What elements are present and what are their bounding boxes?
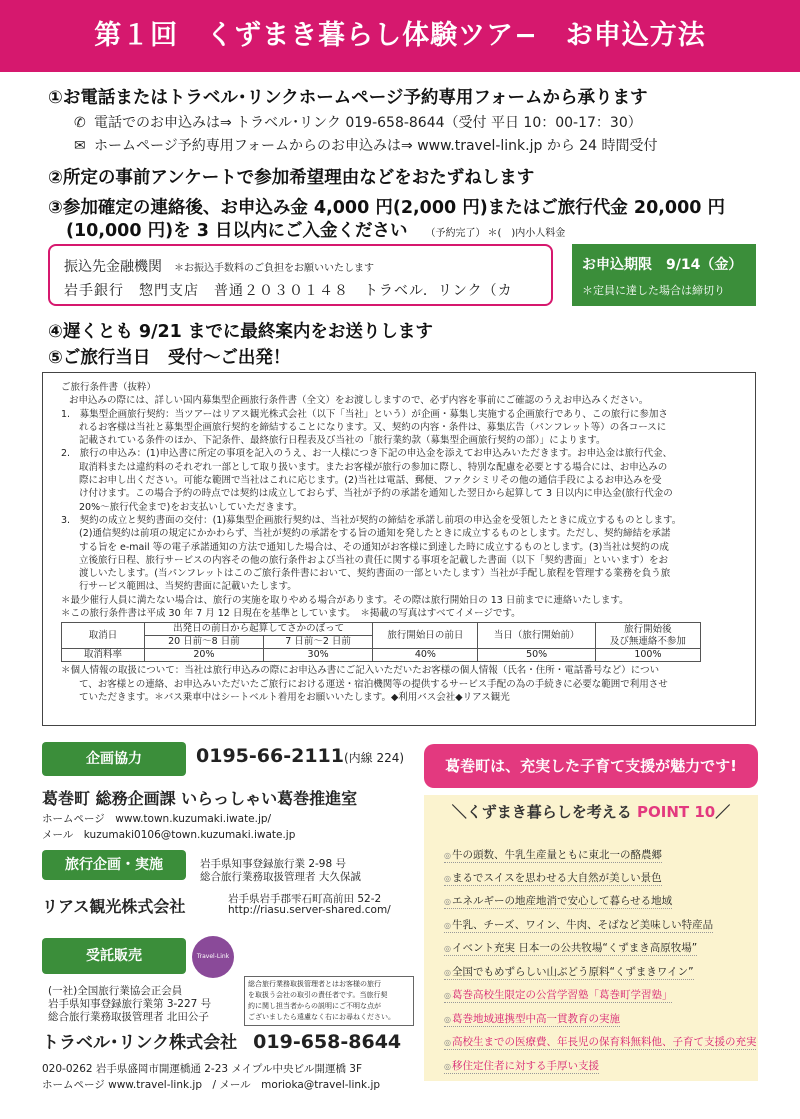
point-item: ◎ まるでスイスを思わせる大自然が美しい景色 <box>444 870 662 886</box>
terms-privacy-c: ていただきます。＊バス乗車中はシートベルト着用をお願いいたします。◆利用バス会社◆リアス観光 <box>79 691 510 703</box>
sales-phone: 019-658-8644 <box>253 1031 402 1053</box>
step-1-phone <box>74 112 642 132</box>
cancel-header-5 <box>595 623 700 649</box>
sales-company-name: トラベル･リンク株式会社 <box>42 1033 238 1053</box>
deadline-title: お申込期限 9/14（金） <box>582 257 743 273</box>
step-3-line2 <box>66 217 565 242</box>
cancellation-table <box>61 622 701 662</box>
point-item: ◎ 葛巻高校生限定の公営学習塾「葛巻町学習塾」 <box>444 987 672 1003</box>
envelope-icon: ✉ <box>74 138 86 154</box>
step-3-note1: （予約完了） <box>425 228 486 239</box>
step-1-web <box>74 135 658 155</box>
points-title <box>424 801 758 822</box>
cancel-header-1: 20 日前〜8 日前 <box>145 636 264 649</box>
operator-url: http://riasu.server-shared.com/ <box>228 904 391 916</box>
terms-clause-3c: する旨を e-mail 等の電子承諾通知の方法で通知した場合は、その通知がお客様に到達した時に成立するものとします。(3)当社は契約の成 <box>79 541 669 553</box>
operator-license-1: 岩手県知事登録旅行業 2-98 号 <box>200 858 347 870</box>
points-title-post: ／ <box>715 803 731 821</box>
terms-clause-3d: 立後旅行日程、旅行サービスの内容その他の旅行条件および当社の責任に関する事項を記載した書面（以下「契約書面」といいます）をお <box>79 554 669 566</box>
cancel-header-3: 旅行開始日の前日 <box>373 623 478 649</box>
cancel-rate-2: 30% <box>263 649 373 662</box>
deadline-box <box>572 244 756 306</box>
cancel-rate-3: 40% <box>373 649 478 662</box>
bank-label: 振込先金融機関 <box>64 259 162 275</box>
cancel-header-5a: 旅行開始後 <box>624 623 672 635</box>
operator-license-2: 総合旅行業務取扱管理者 大久保誠 <box>200 871 361 883</box>
operator-address: 岩手県岩手郡雫石町高前田 52-2 <box>228 893 382 905</box>
sales-contact: ホームページ www.travel-link.jp / メール morioka@travel-link.jp <box>42 1079 381 1091</box>
coop-phone: 0195-66-2111 <box>196 745 344 767</box>
terms-privacy-b: て、お客様との連絡、お申込みいただいたご旅行における運送・宿泊機関等の提供するサービス手配の為の手続きに必要な範囲で利用させ <box>79 678 668 690</box>
terms-clause-2b: 取消料または違約料のそれぞれ一部として取り扱います。またお客様が旅行の参加に際し、特別な配慮を必要とする場合には、お申込みの <box>79 461 668 473</box>
terms-clause-1: 1. 募集型企画旅行契約：当ツアーはリアス観光株式会社（以下「当社」という）が企画・募集し実施する企画旅行であり、この旅行に参加さ <box>61 408 668 420</box>
terms-clause-3: 3. 契約の成立と契約書面の交付：(1)募集型企画旅行契約は、当社が契約の締結を承諾し前項の申込金を受領したときに成立するものとします。 <box>61 514 682 526</box>
operator-label: 旅行企画・実施 <box>42 850 186 880</box>
terms-clause-1b: れるお客様は当社と募集型企画旅行契約を締結することになります。又、契約の内容・条件は、募集広告（パンフレット等）の各コースに <box>79 421 667 433</box>
step-5: ⑤ご旅行当日 受付〜ご出発！ <box>48 348 291 368</box>
logo-text: Travel-Link <box>196 953 230 960</box>
step-4: ④遅くとも 9/21 までに最終案内をお送りします <box>48 322 433 342</box>
phone-text: 電話でのお申込みは⇒ トラベル･リンク 019-658-8644（受付 平日 10：00-17：30） <box>94 115 642 131</box>
manager-note-1: 総合旅行業務取扱管理者とはお客様の旅行 <box>248 980 381 988</box>
terms-clause-3f: 行サービス範囲は、当契約書面に記載いたします。 <box>79 581 297 593</box>
cancel-header-5b: 及び無連絡不参加 <box>609 635 686 647</box>
sales-address: 020-0262 岩手県盛岡市開運橋通 2-23 メイプル中央ビル開運橋 3F <box>42 1063 363 1075</box>
step-3-text: (10,000 円)を 3 日以内にご入金ください <box>66 221 408 241</box>
terms-privacy: ＊個人情報の取扱について：当社は旅行申込みの際にお申込み書にご記入いただいたお客様の個人情報（氏名・住所・電話番号など）につい <box>61 665 660 677</box>
point-item: ◎ 葛巻地域連携型中高一貫教育の実施 <box>444 1011 620 1027</box>
deadline-note: ＊定員に達した場合は締切り <box>582 284 725 297</box>
childcare-banner: 葛巻町は、充実した子育て支援が魅力です! <box>424 744 758 788</box>
terms-clause-2: 2. 旅行の申込み：(1)申込書に所定の事項を記入のうえ、お一人様につき下記の申込金を添えてお申込みいただきます。お申込金は旅行代金、 <box>61 448 673 460</box>
travel-link-logo <box>192 936 234 978</box>
step-3-line1: ③参加確定の連絡後、お申込み金 4,000 円(2,000 円)またはご旅行代金 20,000 円 <box>48 198 726 218</box>
terms-clause-3b: (2)通信契約は前項の規定にかかわらず、当社が契約の承諾をする旨の通知を発したときに成立するものとします。ただし、契約締結を承諾 <box>79 528 671 540</box>
web-text: ホームページ予約専用フォームからのお申込みは⇒ www.travel-link.jp から 24 時間受付 <box>94 138 658 154</box>
cancel-rate-5: 100% <box>595 649 700 662</box>
coop-ext: (内線 224) <box>343 751 405 765</box>
cancel-header-4: 当日（旅行開始前） <box>478 623 595 649</box>
point-item: ◎ 全国でもめずらしい山ぶどう原料“くずまきワイン” <box>444 964 694 980</box>
cancel-rate-1: 20% <box>145 649 264 662</box>
coop-label: 企画協力 <box>42 742 186 776</box>
manager-note-2: を取扱う会社の取引の責任者です。当旅行契 <box>248 991 388 999</box>
bank-note: ＊お振込手数料のご負担をお願いいたします <box>174 263 374 274</box>
cancel-group-header: 出発日の前日から起算してさかのぼって <box>145 623 373 636</box>
travel-terms <box>42 372 756 726</box>
cancel-rate-label: 取消料率 <box>62 649 145 662</box>
point-item: ◎ 移住定住者に対する手厚い支援 <box>444 1058 599 1074</box>
terms-clause-2d: け付けます。この場合予約の時点では契約は成立しておらず、当社が予約の承諾を通知した翌日から起算して 3 日以内に申込金(旅行代金の <box>79 488 673 500</box>
terms-date: ＊この旅行条件書は平成 30 年 7 月 12 日現在を基準としています。 ＊掲載の写真はすべてイメージです。 <box>61 608 521 620</box>
sales-company <box>42 1028 401 1053</box>
points-title-pre: ＼くずまき暮らしを考える <box>451 803 637 821</box>
phone-icon: ✆ <box>74 115 86 131</box>
sales-assoc-2: 岩手県知事登録旅行業第 3-227 号 <box>48 998 212 1010</box>
terms-clause-2c: 際にお申し出ください。可能な範囲で当社はこれに応じます。(2)当社は電話、郵便、ファクシミリその他の通信手段によるお申込みを受 <box>79 475 662 487</box>
page-title: 第１回 くずまき暮らし体験ツア− お申込方法 <box>0 0 800 72</box>
cancel-header-2: 7 日前〜2 日前 <box>263 636 373 649</box>
coop-mail: メール kuzumaki0106@town.kuzumaki.iwate.jp <box>42 829 296 841</box>
point-item: ◎ 牛の頭数、牛乳生産量ともに東北一の酪農郷 <box>444 847 662 863</box>
step-2: ②所定の事前アンケートで参加希望理由などをおたずねします <box>48 168 535 188</box>
step-3-note2: ＊( )内小人料金 <box>487 228 566 239</box>
manager-note-3: 約に関し担当者からの説明にご不明な点が <box>248 1002 381 1010</box>
sales-assoc-1: (一社)全国旅行業協会正会員 <box>48 985 183 997</box>
points-title-point: POINT 10 <box>637 803 716 821</box>
point-item: ◎ 高校生までの医療費、年長児の保育料無料他、子育て支援の充実 <box>444 1034 756 1050</box>
sales-label: 受託販売 <box>42 938 186 974</box>
step-1: ①お電話またはトラベル･リンクホームページ予約専用フォームから承ります <box>48 88 648 108</box>
point-item: ◎ 牛乳、チーズ、ワイン、牛肉、そばなど美味しい特産品 <box>444 917 713 933</box>
cancel-rate-4: 50% <box>478 649 595 662</box>
point-item: ◎ エネルギーの地産地消で安心して暮らせる地域 <box>444 893 672 909</box>
bank-box <box>48 244 553 306</box>
bank-account: 岩手銀行 惣門支店 普通２０３０１４８ トラベル．リンク（カ <box>64 283 513 299</box>
terms-clause-1c: 記載されている条件のほか、下記条件、最終旅行日程表及び当社の「旅行業約款（募集型企画旅行契約の部）」によります。 <box>79 435 606 447</box>
operator-name: リアス観光株式会社 <box>42 897 186 916</box>
coop-phone-row <box>196 745 404 767</box>
terms-clause-3e: 渡しいたします。(当パンフレットはこのご旅行条件書において、契約書面の一部といたします）当社が手配し旅程を管理する業務を負う旅 <box>79 568 671 580</box>
terms-min-participants: ＊最少催行人員に満たない場合は、旅行の実施を取りやめる場合があります。その際は旅行開始日の 13 日前までに連絡いたします。 <box>61 594 629 606</box>
coop-dept: 葛巻町 総務企画課 いらっしゃい葛巻推進室 <box>42 789 358 808</box>
bank-label-row <box>64 256 374 276</box>
point-item: ◎ イベント充実 日本一の公共牧場“くずまき高原牧場” <box>444 940 697 956</box>
terms-heading: ご旅行条件書（抜粋） <box>61 382 157 393</box>
coop-web: ホームページ www.town.kuzumaki.iwate.jp/ <box>42 813 272 825</box>
sales-assoc-3: 総合旅行業務取扱管理者 北田公子 <box>48 1011 209 1023</box>
manager-note-box <box>244 976 414 1026</box>
manager-note-4: ございましたら遠慮なく右にお尋ねください。 <box>248 1013 395 1021</box>
terms-intro: お申込みの際には、詳しい国内募集型企画旅行条件書（全文）をお渡ししますので、必ず内容を事前にご確認のうえお申込みください。 <box>69 395 649 407</box>
points-box <box>424 795 758 1081</box>
cancel-date-label: 取消日 <box>62 623 145 649</box>
terms-clause-2e: 20%〜旅行代金まで)をお支払いしていただきます。 <box>79 501 303 513</box>
